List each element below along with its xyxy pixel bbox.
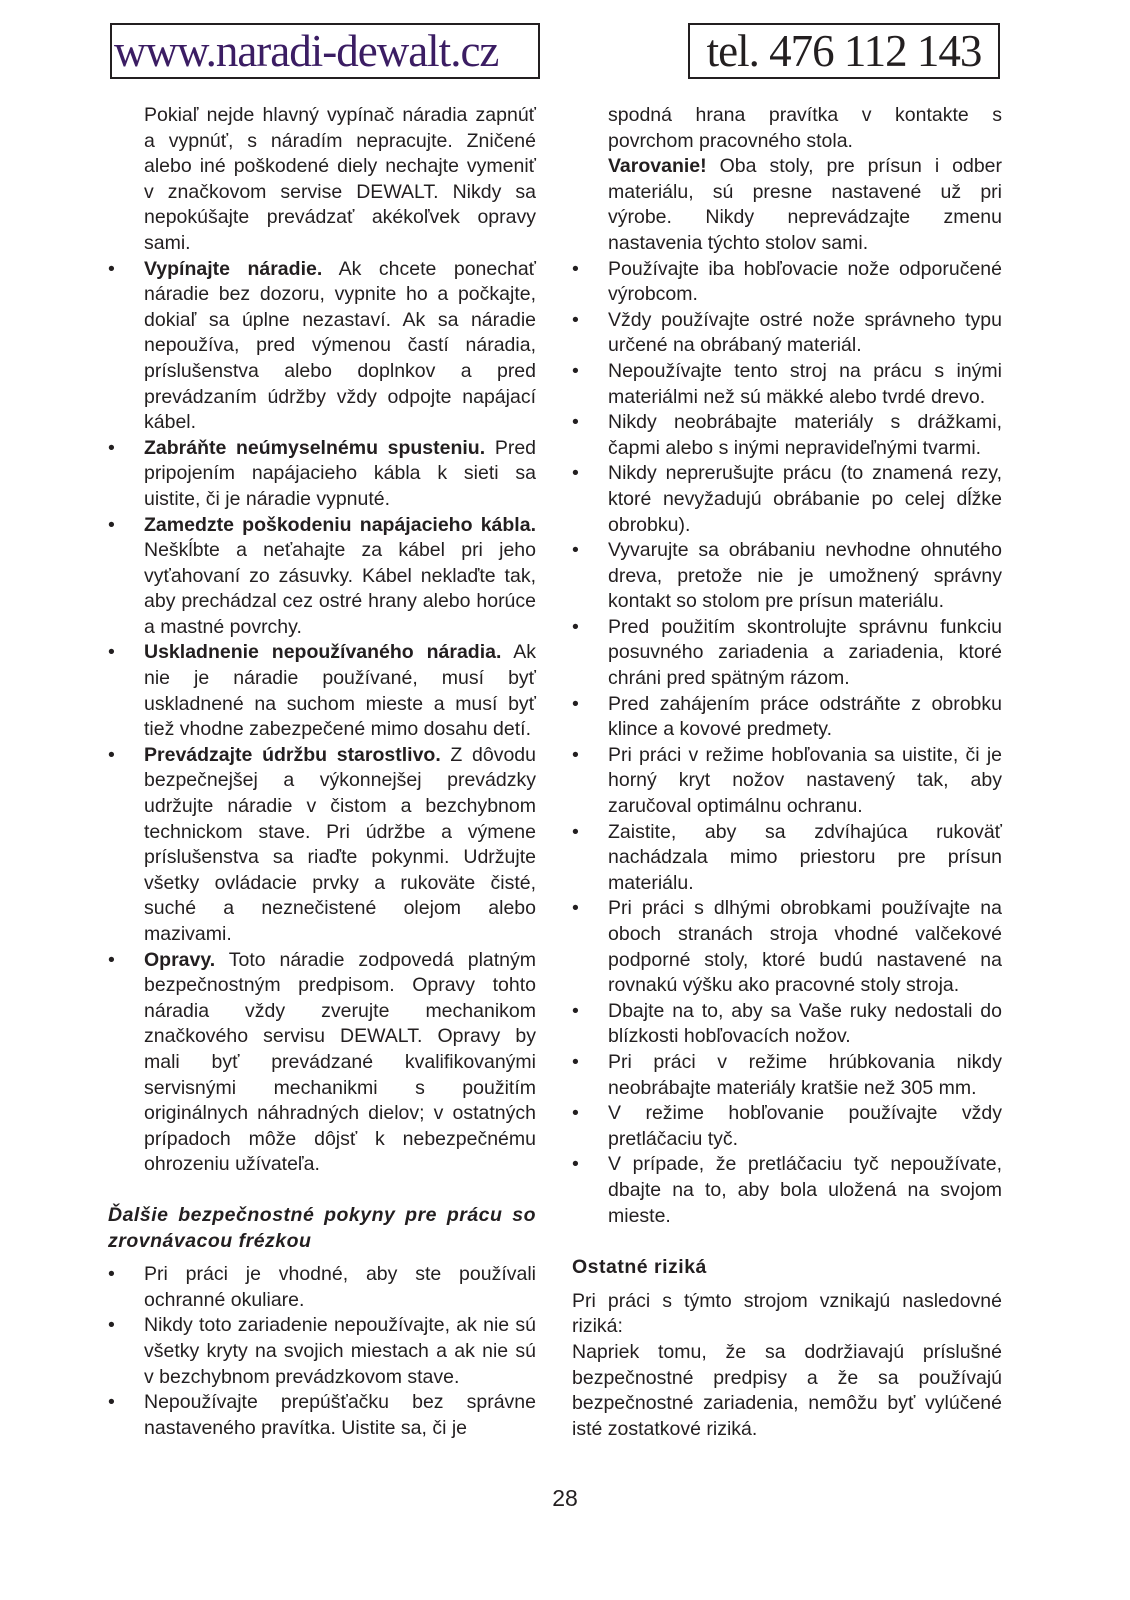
list-item: • Prevádzajte údržbu starostlivo. Z dôvodu bezpečnejšej a výkonnejšej prevádzky udržujte náradie v čistom a bezchybnom technickom stave. Pri údržbe a výmene príslušenstva sa riaďte pokynmi. Udržujte všetky ovládacie prvky a rukoväte čisté, suché a neznečistené olejom alebo mazivami. <box>108 743 536 945</box>
bullet-icon: • <box>108 1391 115 1414</box>
bullet-icon: • <box>108 436 115 459</box>
list-item: • Nepoužívajte tento stroj na prácu s inými materiálmi než sú mäkké alebo tvrdé drevo. <box>572 359 1002 408</box>
list-item: • Pri práci v režime hrúbkovania nikdy neobrábajte materiály kratšie než 305 mm. <box>572 1050 1002 1099</box>
bullet-icon: • <box>572 615 579 638</box>
risks-heading: Ostatné riziká <box>572 1256 707 1279</box>
continued-paragraph: spodná hrana pravítka v kontakte s povrchom pracovného stola. <box>608 104 1002 152</box>
section-heading: Ďalšie bezpečnostné pokyny pre prácu so zrovnávacou frézkou <box>108 1203 536 1252</box>
right-column <box>572 103 1002 1442</box>
list-item: • Uskladnenie nepoužívaného náradia. Ak nie je náradie používané, musí byť uskladnené na suchom mieste a musí byť tiež vhodne zabezpečené mimo dosahu detí. <box>108 641 536 741</box>
page-number: 28 <box>552 1485 578 1511</box>
list-item: • Nepoužívajte prepúšťačku bez správne nastaveného pravítka. Uistite sa, či je <box>108 1391 536 1439</box>
website-header: www.naradi-dewalt.cz <box>110 23 540 79</box>
list-item: • Zabráňte neúmyselnému spusteniu. Pred pripojením napájacieho kábla k sieti sa uistite, či je náradie vypnuté. <box>108 436 537 510</box>
bullet-icon: • <box>572 359 579 382</box>
list-item: • Nikdy neobrábajte materiály s drážkami, čapmi alebo s inými nepravideľnými tvarmi. <box>572 411 1002 459</box>
bullet-icon: • <box>572 308 579 331</box>
list-item: • V prípade, že pretláčaciu tyč nepoužívate, dbajte na to, aby bola uložená na svojom mieste. <box>572 1153 1002 1227</box>
bullet-icon: • <box>108 948 115 971</box>
warning-paragraph: Varovanie! Oba stoly, pre prísun i odber materiálu, sú presne nastavené už pri výrobe. Nikdy neprevádzajte zmenu nastavenia týchto stolov sami. <box>608 155 1002 254</box>
bullet-icon: • <box>572 692 579 715</box>
bullet-icon: • <box>572 411 579 434</box>
list-item: • Pri práci v režime hobľovania sa uistite, či je horný kryt nožov nastavený tak, aby zaručoval optimálnu ochranu. <box>572 743 1002 818</box>
bullet-icon: • <box>572 1050 579 1073</box>
list-item: • Nikdy neprerušujte prácu (to znamená rezy, ktoré nevyžadujú obrábanie po celej dĺžke obrobku). <box>572 462 1002 536</box>
list-item: • Zamedzte poškodeniu napájacieho kábla. Neškĺbte a neťahajte za kábel pri jeho vyťahovaní zo zásuvky. Kábel neklaďte tak, aby prechádzal cez ostré hrany alebo horúce a mastné povrchy. <box>108 513 536 638</box>
bullet-icon: • <box>572 820 579 843</box>
list-item: • Pri práci s dlhými obrobkami používajte na oboch stranách stroja vhodné valčekové podporné stoly, ktoré budú nastavené na rovnakú výšku ako pracovné stoly stroja. <box>572 897 1002 997</box>
list-item: • V režime hobľovanie používajte vždy pretláčaciu tyč. <box>572 1102 1002 1150</box>
bullet-icon: • <box>572 1153 579 1176</box>
list-item: • Dbajte na to, aby sa Vaše ruky nedostali do blízkosti hobľovacích nožov. <box>572 999 1002 1048</box>
bullet-icon: • <box>572 897 579 920</box>
list-item: • Zaistite, aby sa zdvíhajúca rukoväť nachádzala mimo priestoru pre prísun materiálu. <box>572 820 1002 894</box>
bullet-icon: • <box>108 1263 115 1286</box>
bullet-icon: • <box>108 743 115 766</box>
list-item: • Nikdy toto zariadenie nepoužívajte, ak nie sú všetky kryty na svojich miestach a ak nie sú v bezchybnom prevádzkovom stave. <box>108 1314 536 1388</box>
list-item: • Používajte iba hobľovacie nože odporučené výrobcom. <box>572 257 1002 306</box>
risks-paragraph: Pri práci s týmto strojom vznikajú nasledovné riziká: <box>572 1289 1002 1338</box>
list-item: • Vypínajte náradie. Ak chcete ponechať náradie bez dozoru, vypnite ho a počkajte, dokiaľ sa úplne nezastaví. Ak sa náradie nepoužíva, pred výmenou častí náradia, príslušenstva alebo doplnkov a pred prevádzaním údržby vždy odpojte napájací kábel. <box>108 257 536 434</box>
bullet-icon: • <box>572 539 579 562</box>
bullet-icon: • <box>572 743 579 766</box>
left-column <box>108 103 536 1441</box>
intro-paragraph: Pokiaľ nejde hlavný vypínač náradia zapnúť a vypnúť, s náradím nepracujte. Zničené alebo iné poškodené diely nechajte vymeniť v značkovom servise DEWALT. Nikdy sa nepokúšajte prevádzať akékoľvek opravy sami. <box>144 104 536 254</box>
bullet-icon: • <box>108 257 115 280</box>
list-item: • Vyvarujte sa obrábaniu nevhodne ohnutého dreva, pretože nie je umožnený správny kontakt so stolom pre prísun materiálu. <box>572 539 1002 613</box>
bullet-icon: • <box>108 641 115 664</box>
bullet-icon: • <box>572 999 579 1022</box>
bullet-icon: • <box>572 462 579 485</box>
bullet-icon: • <box>572 257 579 280</box>
list-item: • Pred použitím skontrolujte správnu funkciu posuvného zariadenia a zariadenia, ktoré chráni pred spätným rázom. <box>572 615 1002 690</box>
list-item: • Vždy používajte ostré nože správneho typu určené na obrábaný materiál. <box>572 308 1002 357</box>
list-item: • Pred zahájením práce odstráňte z obrobku klince a kovové predmety. <box>572 692 1002 741</box>
warning-label: Varovanie! <box>608 155 707 178</box>
list-item: • Pri práci je vhodné, aby ste používali ochranné okuliare. <box>108 1263 536 1311</box>
risks-paragraph: Napriek tomu, že sa dodržiavajú príslušné bezpečnostné predpisy a že sa používajú bezpečnostné zariadenia, nemôžu byť vylúčené isté zostatkové riziká. <box>572 1340 1002 1440</box>
list-item: • Opravy. Toto náradie zodpovedá platným bezpečnostným predpisom. Opravy tohto náradia vždy zverujte mechanikom značkového servisu DEWALT. Opravy by mali byť prevádzané kvalifikovanými servisnými mechanikmi s použitím originálnych náhradných dielov; v ostatných prípadoch môže dôjsť k nebezpečnému ohrozeniu užívateľa. <box>108 948 536 1176</box>
bullet-icon: • <box>572 1102 579 1125</box>
bullet-icon: • <box>108 513 115 536</box>
bullet-icon: • <box>108 1314 115 1337</box>
phone-header: tel. 476 112 143 <box>688 23 1000 79</box>
